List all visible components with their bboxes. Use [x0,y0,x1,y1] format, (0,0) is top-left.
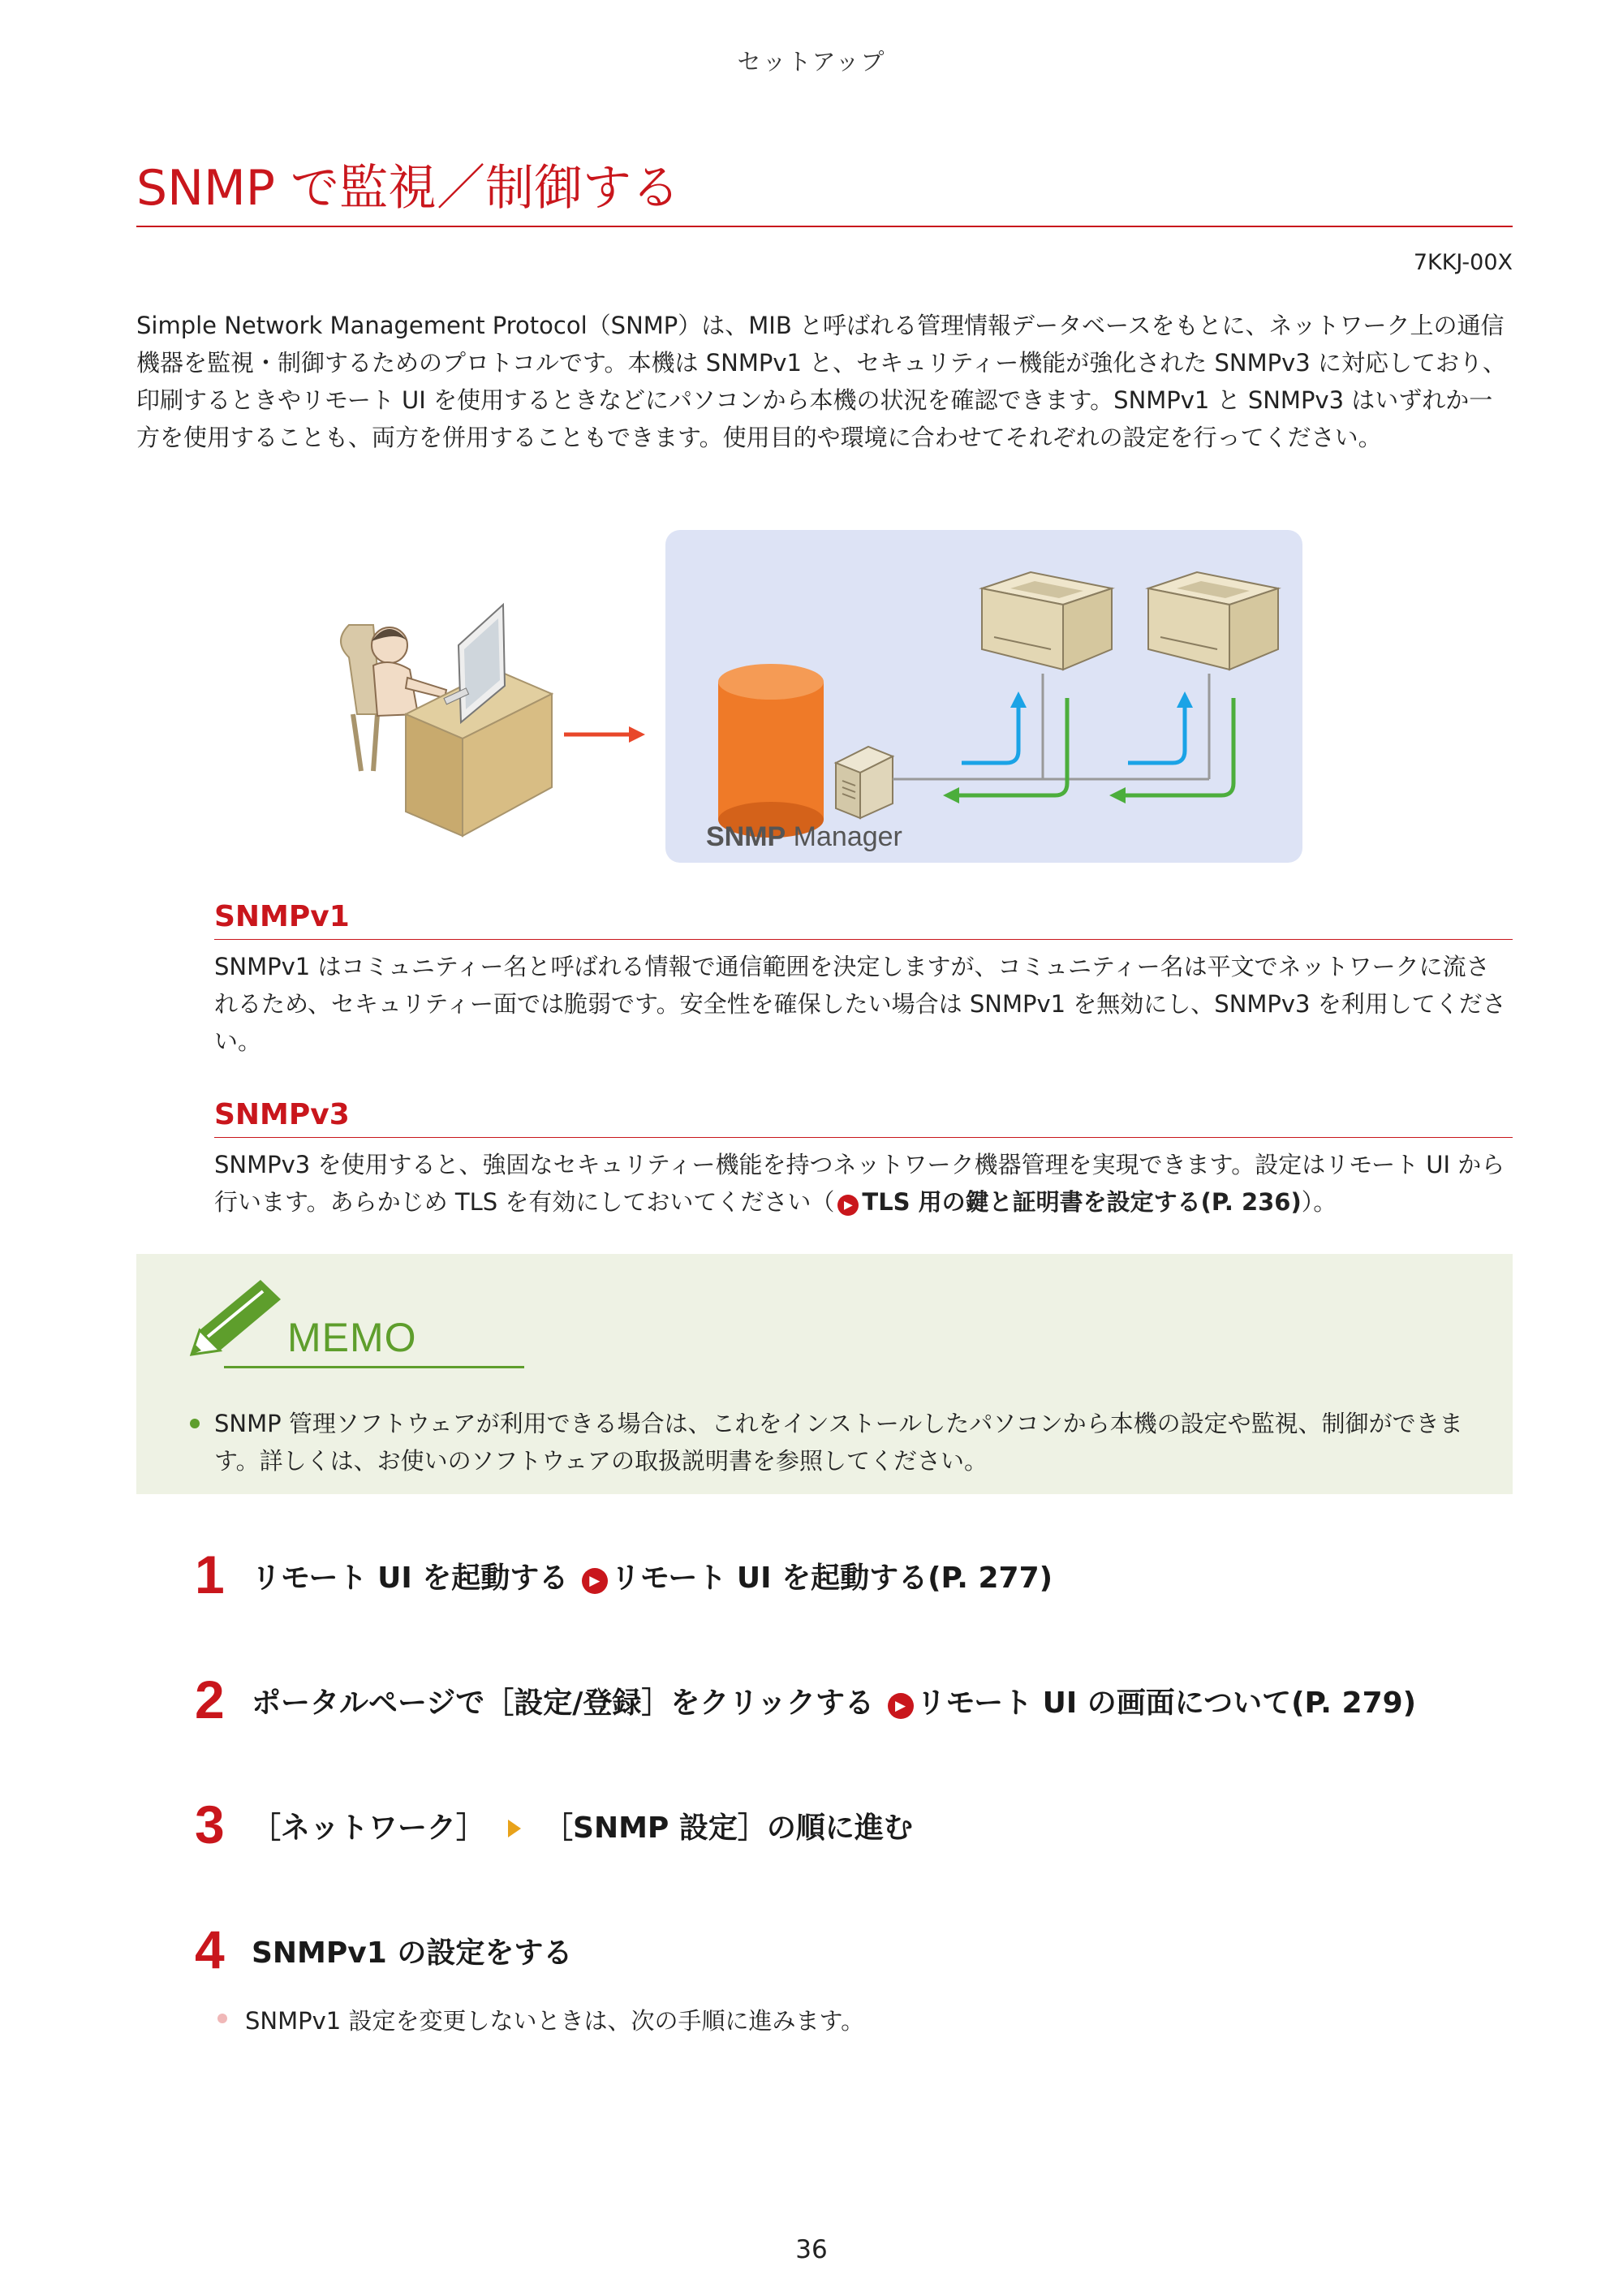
user-at-computer-icon [341,605,552,836]
step-label: ポータルページで［設定/登録］をクリックする [252,1686,874,1720]
intro-paragraph: Simple Network Management Protocol（SNMP）は、MIB と呼ばれる管理情報データベースをもとに、ネットワーク上の通信機器を監視・制御するためのプロトコルです。本機は SNMPv1 と、セキュリティー機能が強化された SNMPv3 に対応しており、印刷するときやリモート UI を使用するときなどにパソコンから本機の状況を確認できます。SNMPv1 と SNMPv3 はいずれか一方を使用することも、両方を併用することもできます。使用目的や環境に合わせてそれぞれの設定を行ってください。 [136,312,1506,451]
printer-icon [982,572,1112,670]
section-snmpv1 [214,899,1513,1060]
section-snmpv3 [214,1097,1513,1221]
step-label: ［SNMP 設定］の順に進む [544,1811,913,1845]
tls-cert-link[interactable]: TLS 用の鍵と証明書を設定する(P. 236) [862,1188,1302,1217]
next-arrow-icon [508,1820,521,1837]
arrow-right-icon [564,726,645,743]
step-text [252,1680,1416,1721]
section-title: SNMPv3 [214,1097,1513,1138]
link-arrow-icon: ▶ [582,1568,608,1594]
step-text [252,1805,913,1846]
snmp-illustration [316,528,1307,864]
figure-label-rest: Manager [786,821,902,852]
section-body: SNMPv1 はコミュニティー名と呼ばれる情報で通信範囲を決定しますが、コミュニティー名は平文でネットワークに流されるため、セキュリティー面では脆弱です。安全性を確保したい場合は SNMPv1 を無効にし、SNMPv3 を利用してください。 [214,953,1506,1056]
step-1 [195,1544,1509,1613]
body-text: SNMPv3 を使用すると、強固なセキュリティー機能を持つネットワーク機器管理を実現できます。設定はリモート UI から行います。あらかじめ TLS を有効にしておいてください（ [214,1151,1505,1217]
memo-box [136,1254,1513,1494]
pencil-icon [175,1273,289,1371]
bullet-icon [190,1419,200,1428]
step-link[interactable]: リモート UI を起動する(P. 277) [610,1562,1053,1595]
memo-underline [224,1366,524,1368]
running-header: セットアップ [737,48,886,75]
step-label: リモート UI を起動する [252,1562,569,1595]
printer-icon [1148,572,1278,670]
memo-item [182,1405,1464,1480]
memo-header [175,1273,524,1363]
figure-label [706,821,902,852]
title-block [136,159,1513,227]
step-4 [195,1919,1509,1988]
step-number: 4 [195,1919,225,1979]
snmp-diagram [316,528,1307,864]
page-number: 36 [795,2235,828,2264]
database-icon [718,664,824,838]
step-label: ［ネットワーク］ [252,1811,486,1845]
memo-label: MEMO [287,1315,417,1360]
sub-item [214,2003,864,2036]
page-title: SNMP で監視／制御する [136,160,680,217]
figure-label-bold: SNMP [706,821,786,852]
step-text: SNMPv1 の設定をする [252,1936,573,1970]
body-text: ）。 [1301,1188,1337,1217]
link-arrow-icon: ▶ [837,1195,859,1216]
link-arrow-icon: ▶ [888,1693,914,1719]
step-3 [195,1794,1509,1863]
section-title: SNMPv1 [214,899,1513,940]
sub-item-text: SNMPv1 設定を変更しないときは、次の手順に進みます。 [245,2007,865,2035]
bullet-icon [217,2014,227,2023]
step-number: 3 [195,1794,225,1854]
step-link[interactable]: リモート UI の画面について(P. 279) [916,1686,1417,1720]
step-number: 1 [195,1544,225,1605]
memo-text: SNMP 管理ソフトウェアが利用できる場合は、これをインストールしたパソコンから本機の設定や監視、制御ができます。詳しくは、お使いのソフトウェアの取扱説明書を参照してください。 [214,1410,1463,1475]
section-body [214,1146,1513,1221]
step-text [252,1555,1053,1596]
step-2 [195,1669,1509,1738]
step-number: 2 [195,1669,225,1730]
document-code: 7KKJ-00X [1413,250,1513,275]
